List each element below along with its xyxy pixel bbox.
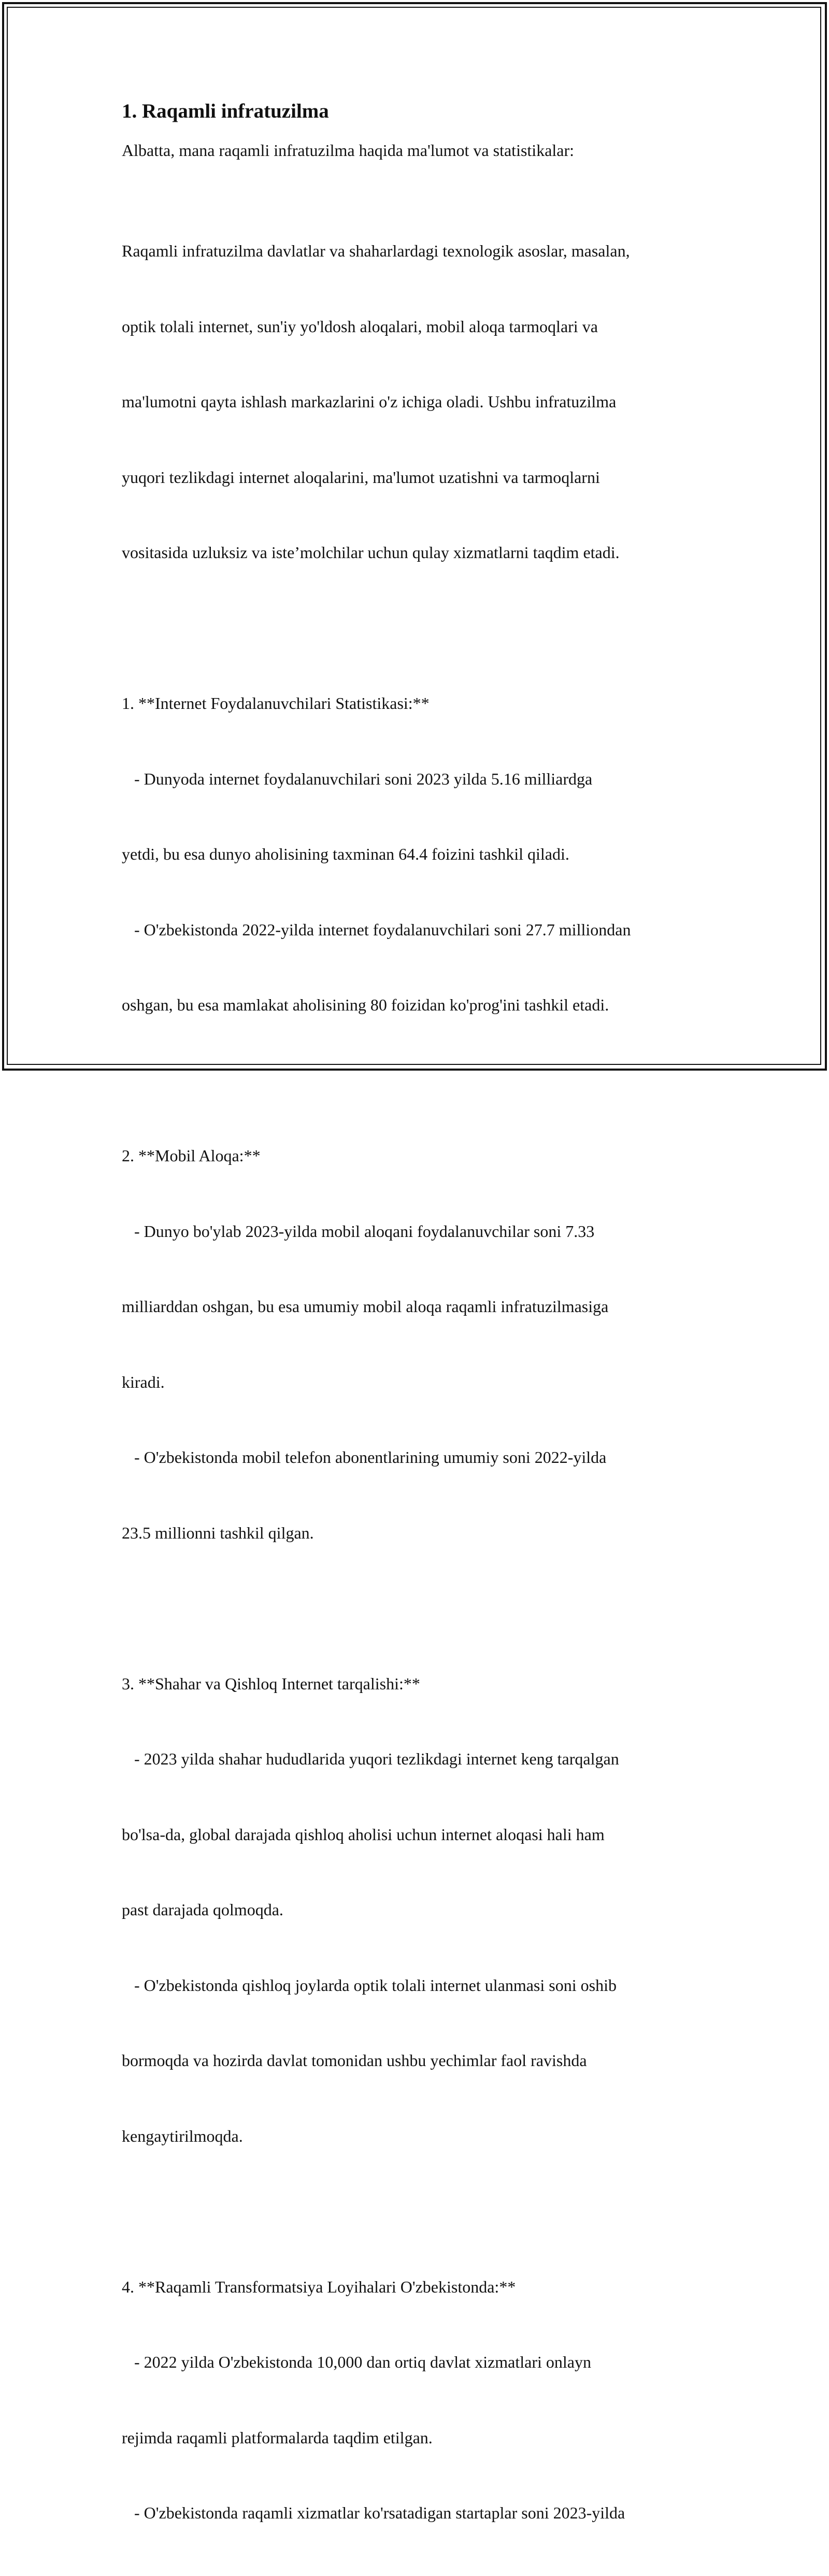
intro-text: Albatta, mana raqamli infratuzilma haqida ma'lumot va statistikalar: xyxy=(122,141,575,160)
paragraph-gap xyxy=(122,163,718,189)
section-line: milliarddan oshgan, bu esa umumiy mobil aloqa raqamli infratuzilmasiga xyxy=(122,1297,609,1316)
document-heading: 1. Raqamli infratuzilma xyxy=(122,100,329,122)
section-title: 2. **Mobil Aloqa:** xyxy=(122,1146,261,1165)
section-line: - Dunyo bo'ylab 2023-yilda mobil aloqani foydalanuvchilar soni 7.33 xyxy=(122,1221,595,1241)
section-digital-transformation xyxy=(122,2224,718,2576)
section-line: kengaytirilmoqda. xyxy=(122,2126,243,2145)
description-line: yuqori tezlikdagi internet aloqalarini, ma'lumot uzatishni va tarmoqlarni xyxy=(122,467,600,487)
section-line: - O'zbekistonda mobil telefon abonentlarining umumiy soni 2022-yilda xyxy=(122,1448,607,1467)
description-line: optik tolali internet, sun'iy yo'ldosh aloqalari, mobil aloqa tarmoqlari va xyxy=(122,317,598,336)
section-title: 4. **Raqamli Transformatsiya Loyihalari O'zbekistonda:** xyxy=(122,2277,516,2296)
section-line: - O'zbekistonda qishloq joylarda optik tolali internet ulanmasi soni oshib xyxy=(122,1975,617,1995)
section-line: rejimda raqamli platformalarda taqdim etilgan. xyxy=(122,2428,433,2447)
section-line: 23.5 millionni tashkil qilgan. xyxy=(122,1523,314,1542)
section-line: - Dunyoda internet foydalanuvchilari soni 2023 yilda 5.16 milliardga xyxy=(122,769,593,788)
section-title: 3. **Shahar va Qishloq Internet tarqalishi:** xyxy=(122,1674,420,1693)
section-line: - O'zbekistonda 2022-yilda internet foydalanuvchilari soni 27.7 milliondan xyxy=(122,920,631,939)
description-paragraph xyxy=(122,188,718,616)
section-line: yetdi, bu esa dunyo aholisining taxminan 64.4 foizini tashkil qiladi. xyxy=(122,845,569,863)
section-line: kiradi. xyxy=(122,1372,165,1391)
section-line: - O'zbekistonda raqamli xizmatlar ko'rsatadigan startaplar soni 2023-yilda xyxy=(122,2503,625,2522)
description-line: Raqamli infratuzilma davlatlar va shaharlardagi texnologik asoslar, masalan, xyxy=(122,241,630,260)
section-line: bo'lsa-da, global darajada qishloq aholisi uchun internet aloqasi hali ham xyxy=(122,1825,605,1844)
description-line: ma'lumotni qayta ishlash markazlarini o'z ichiga oladi. Ushbu infratuzilma xyxy=(122,392,617,411)
section-line: past darajada qolmoqda. xyxy=(122,1900,283,1919)
section-internet-users xyxy=(122,641,718,1068)
section-title: 1. **Internet Foydalanuvchilari Statistikasi:** xyxy=(122,694,430,713)
paragraph-gap xyxy=(122,616,718,641)
paragraph-gap xyxy=(122,1068,718,1093)
section-line: - 2022 yilda O'zbekistonda 10,000 dan ortiq davlat xizmatlari onlayn xyxy=(122,2353,591,2371)
paragraph-gap xyxy=(122,1596,718,1621)
section-urban-rural xyxy=(122,1621,718,2199)
description-line: vositasida uzluksiz va iste’molchilar uchun qulay xizmatlarni taqdim etadi. xyxy=(122,543,620,562)
section-line: oshgan, bu esa mamlakat aholisining 80 foizidan ko'prog'ini tashkil etadi. xyxy=(122,995,609,1014)
section-mobile xyxy=(122,1093,718,1596)
section-line: bormoqda va hozirda davlat tomonidan ushbu yechimlar faol ravishda xyxy=(122,2051,587,2070)
section-line: - 2023 yilda shahar hududlarida yuqori tezlikdagi internet keng tarqalgan xyxy=(122,1749,619,1768)
document-body xyxy=(122,98,718,2576)
paragraph-gap xyxy=(122,2199,718,2224)
